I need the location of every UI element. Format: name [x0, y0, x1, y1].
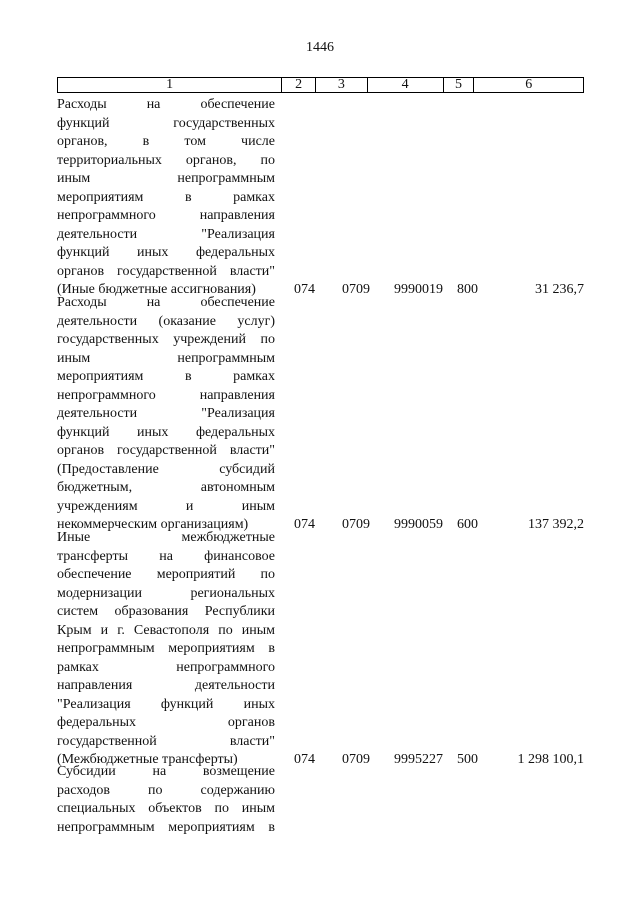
- description-line: деятельности (оказание услуг): [57, 313, 275, 329]
- section-code: 0709: [342, 517, 370, 532]
- expense-type-code: 500: [457, 752, 478, 767]
- header-col-5: 5: [444, 78, 475, 92]
- header-col-3: 3: [316, 78, 368, 92]
- description-line: территориальных органов, по: [57, 152, 275, 168]
- description-line: специальных объектов по иным: [57, 801, 275, 816]
- description-line: (Предоставление субсидий: [57, 461, 275, 477]
- description-line: Крым и г. Севастополя по иным: [57, 622, 275, 638]
- description-line: Расходы на обеспечение: [57, 295, 275, 310]
- header-col-2: 2: [282, 78, 316, 92]
- description-line: расходов по содержанию: [57, 782, 275, 798]
- expense-type-code: 800: [457, 282, 478, 297]
- description-line: (Межбюджетные трансферты): [57, 752, 238, 767]
- table-row: [57, 763, 584, 837]
- page-number: 1446: [306, 40, 334, 55]
- description-line: федеральных органов: [57, 715, 275, 730]
- description-line: некоммерческим организациям): [57, 517, 249, 532]
- description-line: иным непрограммным: [57, 350, 275, 366]
- table-row: [57, 294, 584, 535]
- description-line: функций иных федеральных: [57, 245, 275, 260]
- description-line: деятельности "Реализация: [57, 406, 275, 421]
- description-line: Иные межбюджетные: [57, 530, 275, 545]
- table-row: [57, 96, 584, 300]
- header-col-1: 1: [58, 78, 282, 92]
- target-article-code: 9995227: [394, 752, 443, 767]
- amount: 31 236,7: [535, 282, 584, 297]
- description-line: (Иные бюджетные ассигнования): [57, 282, 256, 297]
- grbs-code: 074: [294, 517, 315, 532]
- header-col-6: 6: [525, 77, 533, 92]
- description-line: модернизации региональных: [57, 585, 275, 601]
- description-line: непрограммного направления: [57, 208, 275, 223]
- description-line: учреждениям и иным: [57, 498, 275, 514]
- description-line: систем образования Республики: [57, 604, 275, 619]
- description-line: Расходы на обеспечение: [57, 97, 275, 112]
- description-line: трансферты на финансовое: [57, 548, 275, 564]
- description-line: мероприятиям в рамках: [57, 189, 275, 205]
- table-header-row: [57, 77, 584, 93]
- grbs-code: 074: [294, 282, 315, 297]
- description-line: Субсидии на возмещение: [57, 764, 275, 779]
- description-line: мероприятиям в рамках: [57, 369, 275, 384]
- description-line: обеспечение мероприятий по: [57, 567, 275, 582]
- table-row: [57, 529, 584, 770]
- description-line: функций государственных: [57, 115, 275, 131]
- description-line: "Реализация функций иных: [57, 696, 275, 712]
- grbs-code: 074: [294, 752, 315, 767]
- description-line: органов, в том числе: [57, 134, 275, 149]
- description-line: бюджетным, автономным: [57, 480, 275, 495]
- description-line: органов государственной власти": [57, 263, 275, 279]
- section-code: 0709: [342, 752, 370, 767]
- description-line: непрограммным мероприятиям в: [57, 819, 275, 835]
- description-line: государственной власти": [57, 733, 275, 749]
- target-article-code: 9990019: [394, 282, 443, 297]
- description-line: органов государственной власти": [57, 443, 275, 458]
- description-line: направления деятельности: [57, 678, 275, 693]
- description-line: деятельности "Реализация: [57, 226, 275, 242]
- section-code: 0709: [342, 282, 370, 297]
- amount: 137 392,2: [528, 517, 584, 532]
- description-line: функций иных федеральных: [57, 424, 275, 440]
- description-line: рамках непрограммного: [57, 659, 275, 675]
- description-line: непрограммного направления: [57, 387, 275, 403]
- amount: 1 298 100,1: [517, 752, 584, 767]
- description-line: государственных учреждений по: [57, 332, 275, 347]
- expense-type-code: 600: [457, 517, 478, 532]
- description-line: иным непрограммным: [57, 171, 275, 186]
- header-col-4: 4: [368, 78, 444, 92]
- target-article-code: 9990059: [394, 517, 443, 532]
- description-line: непрограммным мероприятиям в: [57, 641, 275, 656]
